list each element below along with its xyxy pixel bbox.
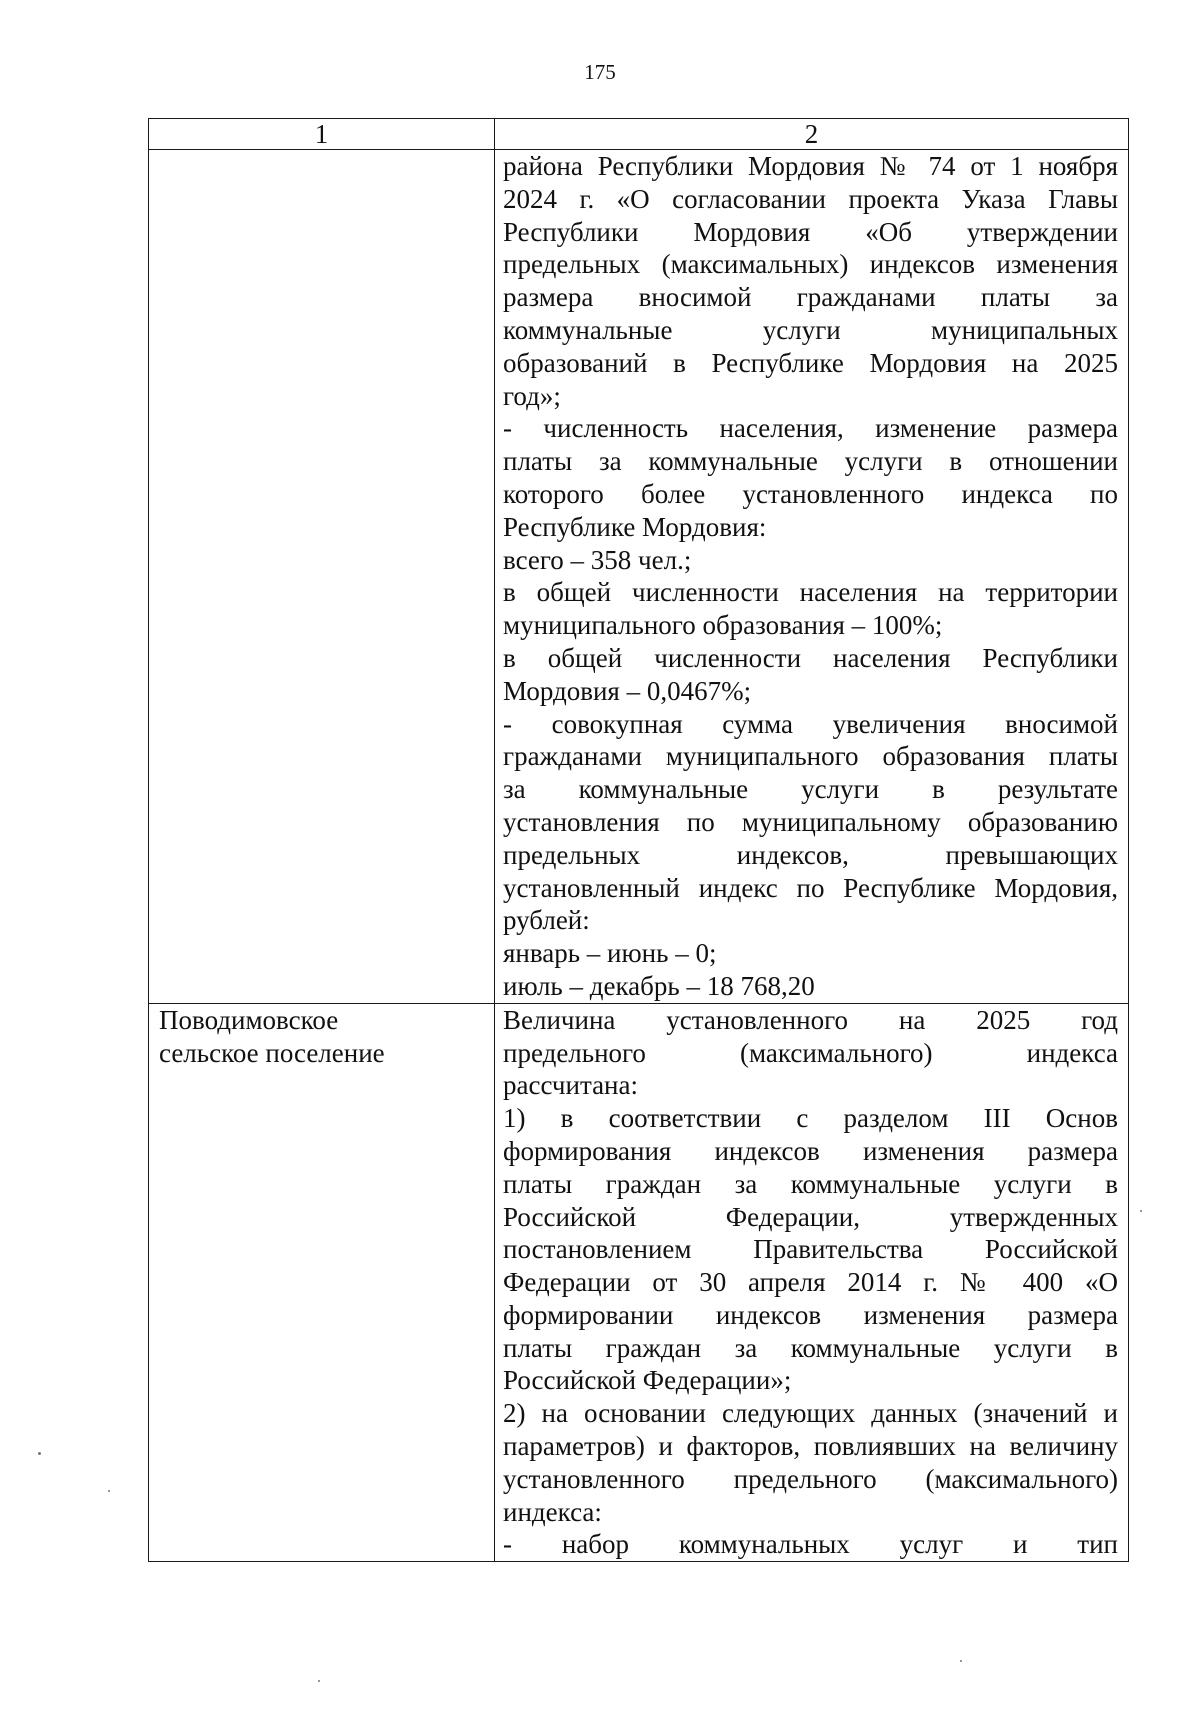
text-line: Республике Мордовия:: [503, 511, 767, 542]
text-line: гражданами муниципального образования платы: [503, 741, 1118, 772]
text-line: Величина установленного на 2025 год: [503, 1004, 1118, 1035]
text-line: рассчитана:: [503, 1070, 638, 1101]
text-line: за коммунальные услуги в результате: [503, 774, 1118, 805]
text-line: установленного предельного (максимального): [503, 1463, 1118, 1494]
text-line: 2024 г. «О согласовании проекта Указа Главы: [503, 183, 1118, 214]
text-line: рублей:: [503, 905, 590, 936]
text-line: Федерации от 30 апреля 2014 г. № 400 «О: [503, 1267, 1118, 1298]
text-line: - численность населения, изменение размера: [503, 413, 1118, 444]
description-text: [503, 150, 1118, 1003]
text-line: Российской Федерации»;: [503, 1365, 792, 1396]
text-line: коммунальные услуги муниципальных: [503, 314, 1118, 345]
text-line: год»;: [503, 380, 561, 411]
table-row: [149, 150, 1129, 1004]
text-line: установленный индекс по Республике Мордовия,: [503, 872, 1118, 903]
text-line: - совокупная сумма увеличения вносимой: [503, 708, 1118, 739]
description-cell: [495, 150, 1129, 1004]
municipality-name: Поводимовское сельское поселение: [159, 1004, 385, 1068]
text-line: района Республики Мордовия № 74 от 1 ноября: [503, 151, 1118, 181]
table-header-row: [149, 119, 1129, 150]
municipality-cell: [149, 1003, 495, 1562]
text-line: параметров) и факторов, повлиявших на величину: [503, 1431, 1118, 1462]
page-number: 175: [584, 60, 616, 84]
column-header-2: 2: [495, 119, 1129, 150]
text-line: платы граждан за коммунальные услуги в: [503, 1168, 1118, 1199]
municipality-cell: [149, 150, 495, 1004]
text-line: размера вносимой гражданами платы за: [503, 282, 1118, 313]
text-line: предельных индексов, превышающих: [503, 839, 1118, 870]
table-row: [149, 1003, 1129, 1562]
scan-speck: [318, 1680, 320, 1682]
scan-speck: [38, 1452, 41, 1455]
text-line: в общей численности населения на территории: [503, 577, 1118, 608]
scan-speck: [1140, 1210, 1142, 1212]
text-line: 1) в соответствии с разделом III Основ: [503, 1103, 1118, 1134]
text-line: формировании индексов изменения размера: [503, 1299, 1118, 1330]
text-line: всего – 358 чел.;: [503, 544, 692, 575]
text-line: Мордовия – 0,0467%;: [503, 675, 752, 706]
text-line: январь – июнь – 0;: [503, 938, 717, 969]
text-line: установления по муниципальному образованию: [503, 806, 1118, 837]
text-line: платы за коммунальные услуги в отношении: [503, 446, 1118, 477]
description-cell: [495, 1003, 1129, 1562]
scan-speck: [960, 1660, 962, 1662]
text-line: июль – декабрь – 18 768,20: [503, 970, 815, 1001]
text-line: формирования индексов изменения размера: [503, 1135, 1118, 1166]
text-line: которого более установленного индекса по: [503, 478, 1118, 509]
text-line: Российской Федерации, утвержденных: [503, 1201, 1118, 1232]
column-header-1: 1: [149, 119, 495, 150]
text-line: индекса:: [503, 1496, 602, 1527]
text-line: в общей численности населения Республики: [503, 642, 1118, 673]
document-table: [148, 118, 1129, 1562]
text-line: 2) на основании следующих данных (значений и: [503, 1398, 1118, 1429]
text-line: предельного (максимального) индекса: [503, 1037, 1118, 1068]
text-line: предельных (максимальных) индексов изменения: [503, 249, 1118, 280]
scan-speck: [108, 1490, 110, 1492]
text-line: - набор коммунальных услуг и тип: [503, 1529, 1118, 1560]
text-line: образований в Республике Мордовия на 2025: [503, 347, 1118, 378]
text-line: платы граждан за коммунальные услуги в: [503, 1332, 1118, 1363]
text-line: постановлением Правительства Российской: [503, 1234, 1118, 1265]
description-text: [503, 1004, 1118, 1562]
text-line: муниципального образования – 100%;: [503, 610, 943, 641]
text-line: Республики Мордовия «Об утверждении: [503, 216, 1118, 247]
